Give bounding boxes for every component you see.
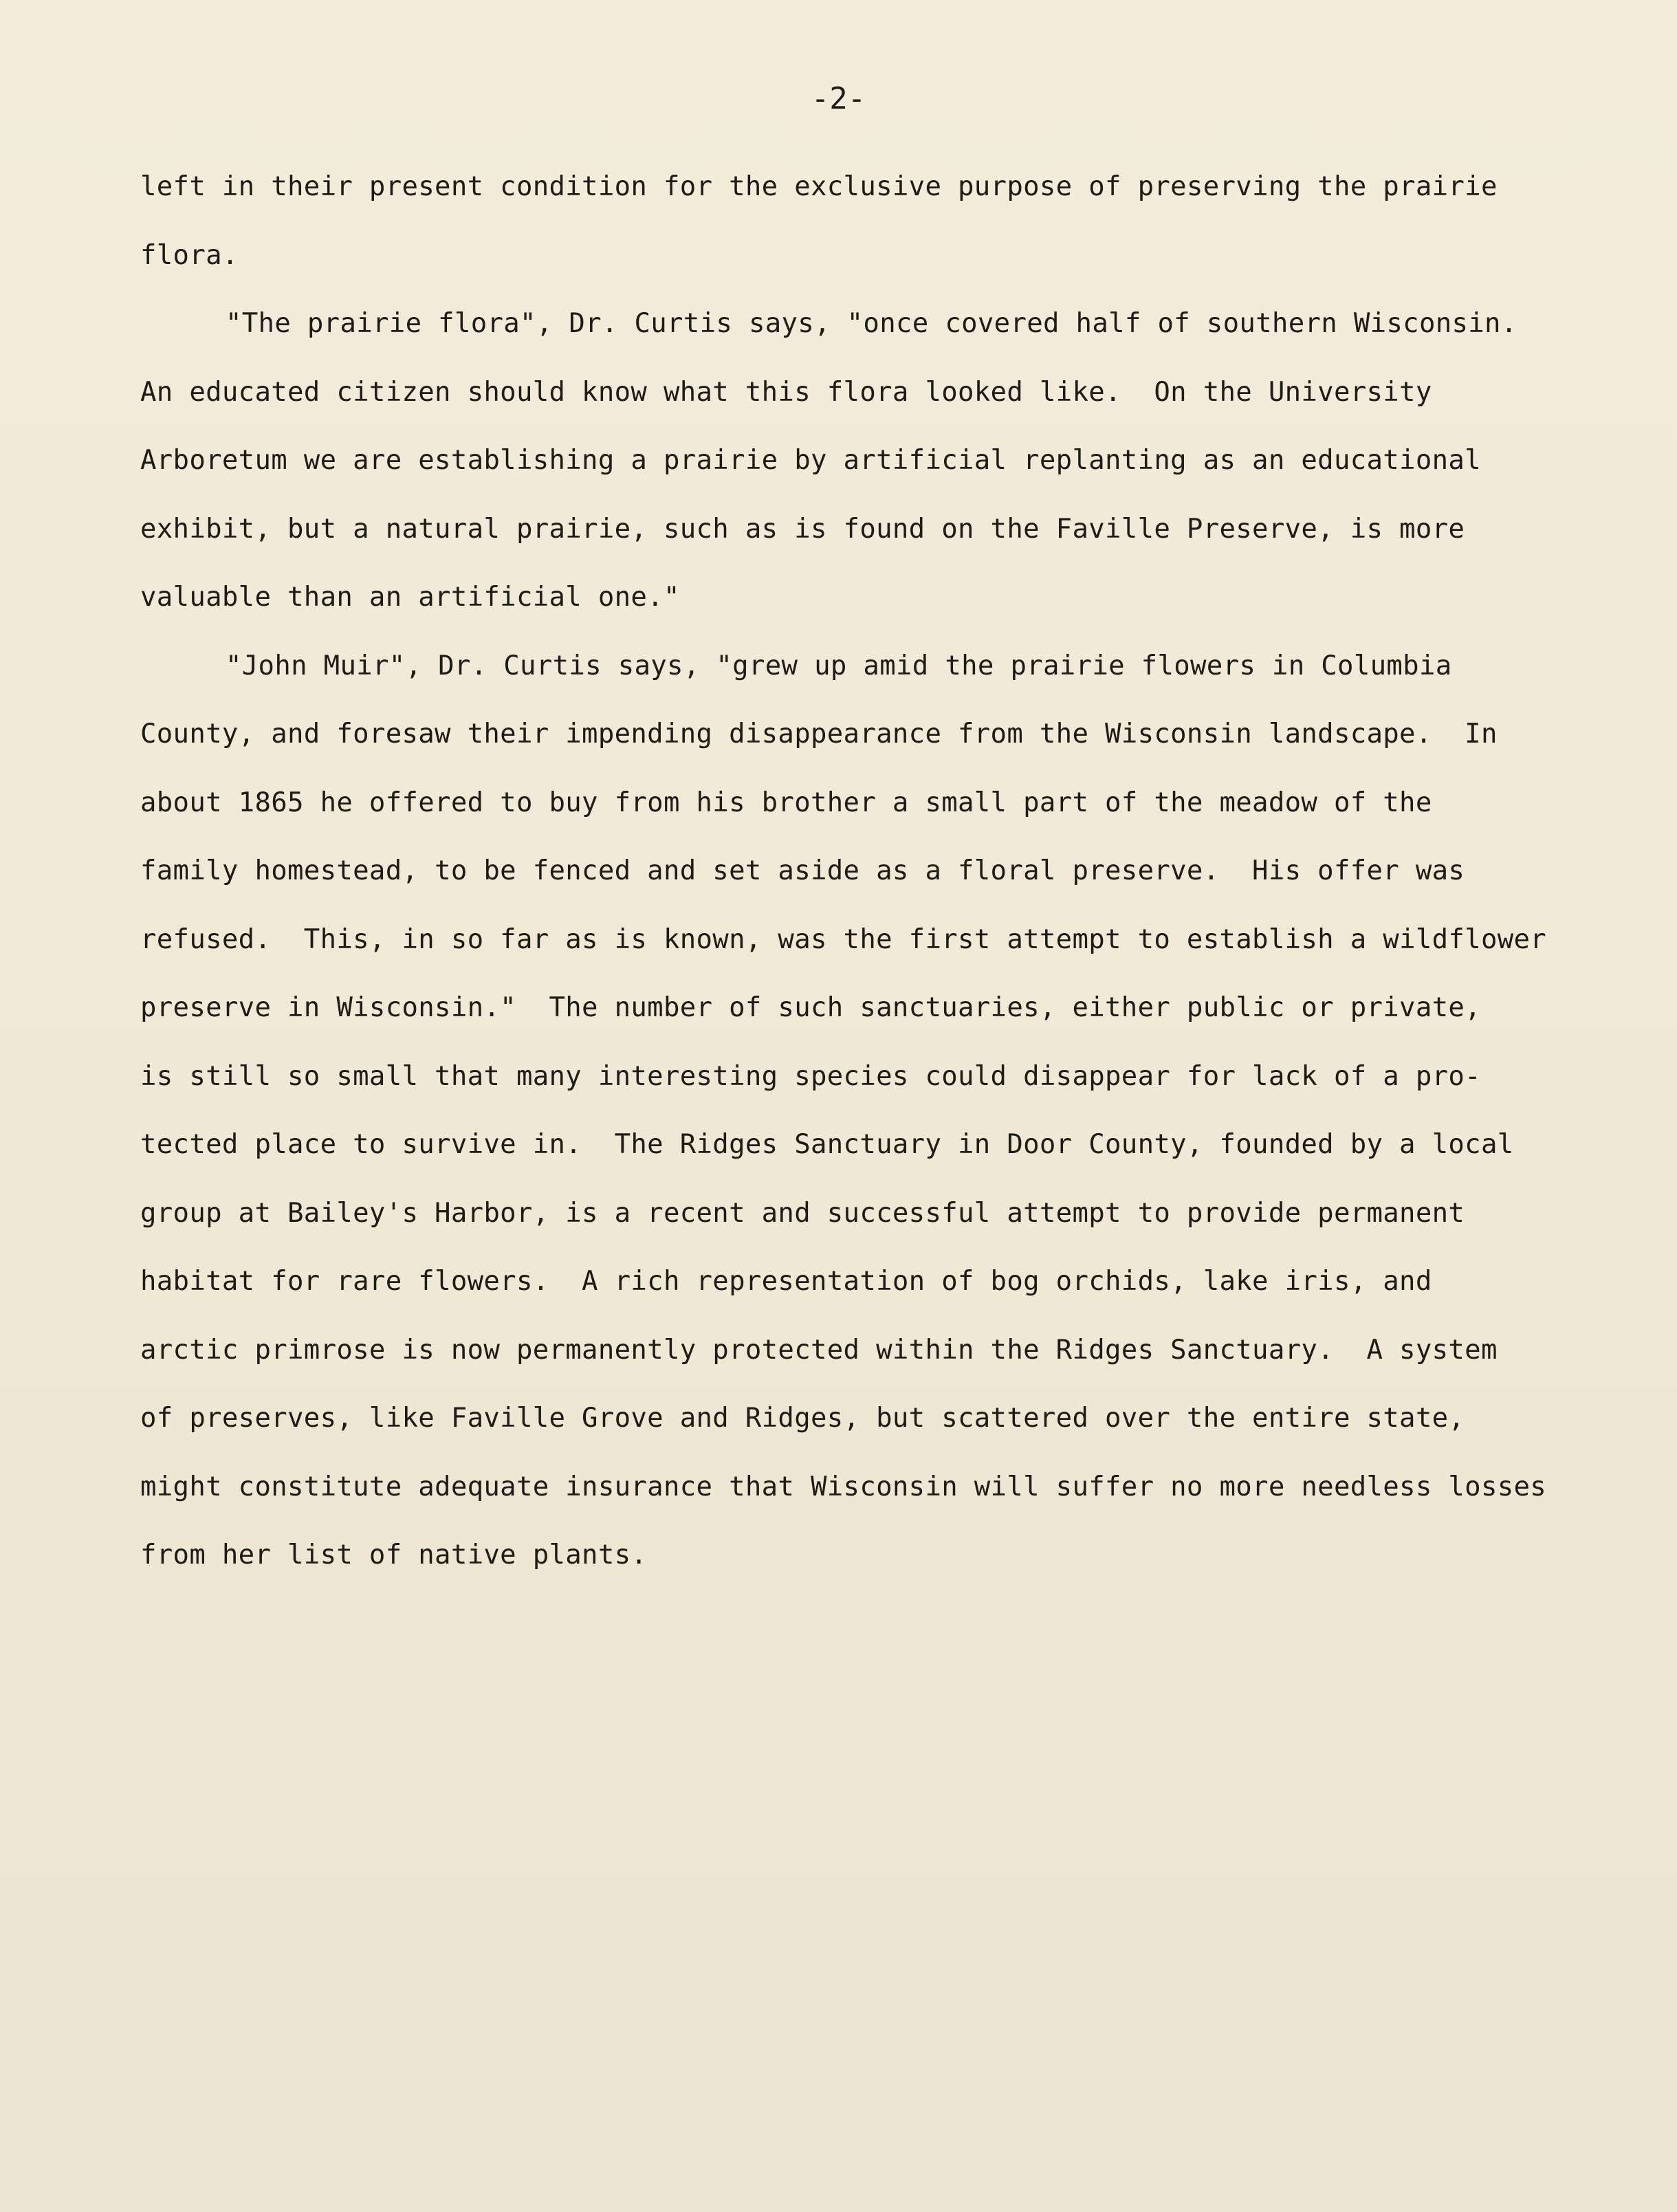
text-line: family homestead, to be fenced and set aside as a floral preserve. His offer was xyxy=(140,855,1465,886)
paragraph-first-line: "The prairie flora", Dr. Curtis says, "once covered half of southern Wisconsin. xyxy=(226,308,1517,339)
text-line: refused. This, in so far as is known, was the first attempt to establish a wildflower xyxy=(140,923,1547,955)
text-line: about 1865 he offered to buy from his brother a small part of the meadow of the xyxy=(140,787,1432,818)
text-line: County, and foresaw their impending disappearance from the Wisconsin landscape. In xyxy=(140,719,1498,749)
body-text xyxy=(140,153,1625,1590)
text-line: group at Bailey's Harbor, is a recent and successful attempt to provide permanent xyxy=(140,1197,1465,1229)
text-line: might constitute adequate insurance that Wisconsin will suffer no more needless losses xyxy=(140,1471,1547,1502)
text-line: is still so small that many interesting species could disappear for lack of a pro- xyxy=(140,1060,1481,1092)
text-line: preserve in Wisconsin." The number of such sanctuaries, either public or private, xyxy=(140,992,1481,1023)
text-line: Arboretum we are establishing a prairie by artificial replanting as an educational xyxy=(140,445,1481,476)
text-line: arctic primrose is now permanently protected within the Ridges Sanctuary. A system xyxy=(140,1334,1498,1366)
text-line: flora. xyxy=(140,239,239,271)
text-line: valuable than an artificial one." xyxy=(140,582,680,613)
page-number: -2- xyxy=(811,81,866,116)
text-line: tected place to survive in. The Ridges Sanctuary in Door County, founded by a local xyxy=(140,1129,1514,1160)
text-line: An educated citizen should know what this flora looked like. On the University xyxy=(140,376,1432,408)
text-line: habitat for rare flowers. A rich representation of bog orchids, lake iris, and xyxy=(140,1266,1432,1297)
text-line: from her list of native plants. xyxy=(140,1540,648,1570)
paragraph-first-line: "John Muir", Dr. Curtis says, "grew up amid the prairie flowers in Columbia xyxy=(226,650,1452,681)
text-line: of preserves, like Faville Grove and Ridges, but scattered over the entire state, xyxy=(140,1403,1465,1434)
text-line: left in their present condition for the exclusive purpose of preserving the prairie xyxy=(140,171,1498,202)
text-line: exhibit, but a natural prairie, such as is found on the Faville Preserve, is more xyxy=(140,513,1465,545)
